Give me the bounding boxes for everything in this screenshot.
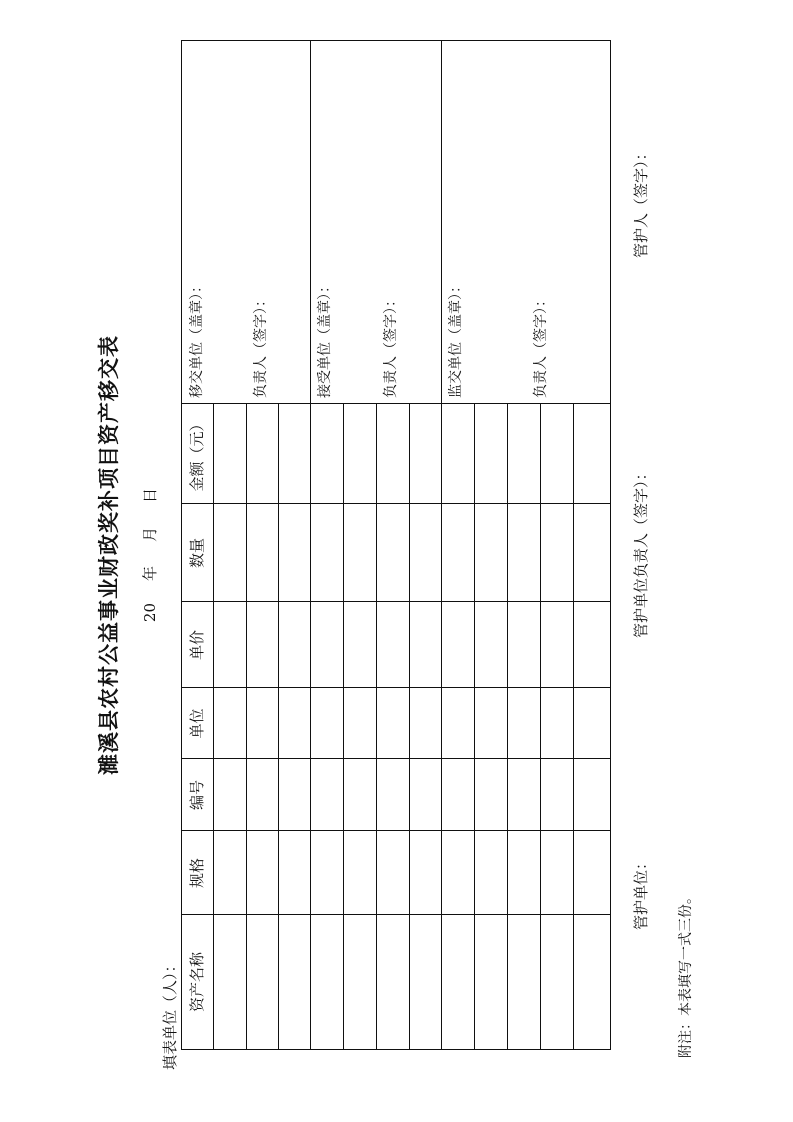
date-day: 日: [141, 487, 159, 503]
filler-label: 填表单位（人）：: [161, 957, 179, 1070]
receive-person-label: 负责人（签字）：: [383, 293, 399, 398]
section-divider: [441, 41, 442, 1049]
date-year: 年: [141, 565, 159, 581]
mgmt-unit-label: 管护单位：: [632, 854, 650, 930]
col-header-spec: 规格: [188, 858, 206, 889]
row-divider: [376, 404, 377, 1049]
receive-unit-label: 接受单位（盖章）：: [317, 279, 333, 398]
transfer-person-label: 负责人（签字）：: [253, 293, 269, 398]
row-divider: [507, 404, 508, 1049]
col-header-quantity: 数量: [188, 538, 206, 569]
row-divider: [573, 404, 574, 1049]
row-divider: [246, 404, 247, 1049]
col-header-unit-price: 单价: [188, 630, 206, 661]
row-divider: [540, 404, 541, 1049]
col-header-asset-name: 资产名称: [188, 952, 206, 1013]
mgmt-person-label: 管护人（签字）：: [632, 145, 650, 258]
col-header-unit: 单位: [188, 708, 206, 739]
date-prefix: 20: [141, 602, 159, 623]
transfer-unit-label: 移交单位（盖章）：: [189, 279, 205, 398]
col-header-amount: 金额（元）: [188, 416, 206, 492]
date-month: 月: [141, 526, 159, 542]
row-divider: [343, 404, 344, 1049]
date-line: [143, 40, 158, 1070]
col-header-number: 编号: [188, 780, 206, 811]
footnote: 附注：本表填写一式三份。: [678, 890, 694, 1058]
section-divider: [310, 41, 311, 1049]
asset-table: [181, 40, 611, 1050]
page-title: 濉溪县农村公益事业财政奖补项目资产移交表: [97, 335, 121, 775]
row-divider: [278, 404, 279, 1049]
row-divider: [409, 404, 410, 1049]
mgmt-head-label: 管护单位负责人（签字）：: [632, 465, 650, 638]
asset-transfer-form: [81, 40, 771, 1070]
row-divider: [474, 404, 475, 1049]
supervise-person-label: 负责人（签字）：: [533, 293, 549, 398]
supervise-unit-label: 监交单位（盖章）：: [448, 279, 464, 398]
row-divider: [213, 404, 214, 1049]
